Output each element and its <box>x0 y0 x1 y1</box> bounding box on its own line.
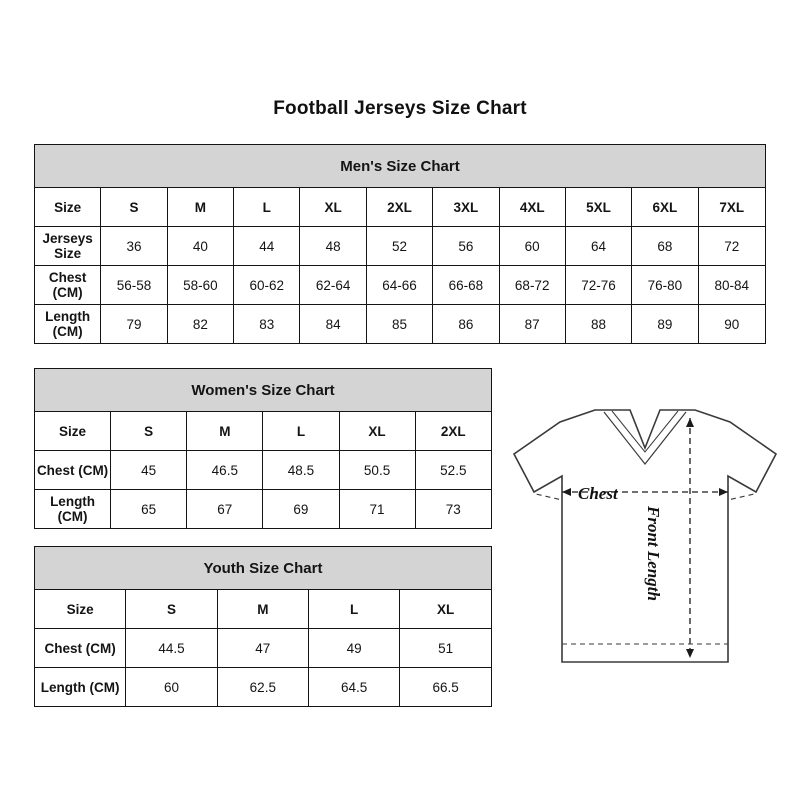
column-header-size: Size <box>35 188 101 227</box>
page-title: Football Jerseys Size Chart <box>273 98 527 119</box>
table-cell: 44 <box>234 227 300 266</box>
row-label: Jerseys Size <box>35 227 101 266</box>
table-cell: 85 <box>366 305 432 344</box>
table-cell: 90 <box>698 305 765 344</box>
table-cell: 68-72 <box>499 266 565 305</box>
column-header: L <box>308 590 399 629</box>
table-cell: 45 <box>111 451 187 490</box>
mens-size-table <box>34 144 766 344</box>
chest-label: Chest <box>578 484 618 503</box>
table-cell: 40 <box>167 227 233 266</box>
table-cell: 58-60 <box>167 266 233 305</box>
womens-size-table <box>34 368 492 529</box>
table-cell: 49 <box>308 629 399 668</box>
table-cell: 87 <box>499 305 565 344</box>
table-cell: 62-64 <box>300 266 366 305</box>
column-header: L <box>234 188 300 227</box>
table-cell: 44.5 <box>126 629 217 668</box>
column-header: XL <box>400 590 492 629</box>
column-header: 5XL <box>565 188 631 227</box>
table-cell: 60-62 <box>234 266 300 305</box>
table-row <box>35 590 492 629</box>
row-label: Chest (CM) <box>35 451 111 490</box>
column-header: XL <box>339 412 415 451</box>
table-header-row <box>35 547 492 590</box>
table-cell: 65 <box>111 490 187 529</box>
table-header-row <box>35 145 766 188</box>
table-cell: 82 <box>167 305 233 344</box>
table-cell: 50.5 <box>339 451 415 490</box>
table-cell: 64 <box>565 227 631 266</box>
column-header: 2XL <box>366 188 432 227</box>
table-cell: 48 <box>300 227 366 266</box>
table-cell: 86 <box>433 305 499 344</box>
table-cell: 64.5 <box>308 668 399 707</box>
table-cell: 56 <box>433 227 499 266</box>
table-cell: 66-68 <box>433 266 499 305</box>
table-cell: 52 <box>366 227 432 266</box>
front-length-label: Front Length <box>644 506 663 601</box>
table-cell: 56-58 <box>101 266 167 305</box>
column-header: 2XL <box>415 412 491 451</box>
table-row <box>35 668 492 707</box>
column-header: S <box>101 188 167 227</box>
table-cell: 72-76 <box>565 266 631 305</box>
youth-table-header: Youth Size Chart <box>35 547 492 590</box>
column-header: S <box>126 590 217 629</box>
collar-inner-line <box>604 412 686 464</box>
table-row <box>35 412 492 451</box>
table-cell: 68 <box>632 227 698 266</box>
table-cell: 51 <box>400 629 492 668</box>
row-label: Chest (CM) <box>35 266 101 305</box>
table-cell: 67 <box>187 490 263 529</box>
table-row <box>35 629 492 668</box>
table-row <box>35 305 766 344</box>
table-cell: 52.5 <box>415 451 491 490</box>
table-row <box>35 266 766 305</box>
column-header: 3XL <box>433 188 499 227</box>
table-cell: 47 <box>217 629 308 668</box>
front-length-arrow-top <box>686 418 694 427</box>
column-header: M <box>217 590 308 629</box>
column-header-size: Size <box>35 590 126 629</box>
mens-table-header: Men's Size Chart <box>35 145 766 188</box>
table-cell: 76-80 <box>632 266 698 305</box>
table-cell: 60 <box>499 227 565 266</box>
column-header: 4XL <box>499 188 565 227</box>
column-header: XL <box>300 188 366 227</box>
table-cell: 48.5 <box>263 451 339 490</box>
column-header: M <box>167 188 233 227</box>
table-cell: 62.5 <box>217 668 308 707</box>
table-cell: 83 <box>234 305 300 344</box>
table-cell: 88 <box>565 305 631 344</box>
column-header: L <box>263 412 339 451</box>
table-cell: 69 <box>263 490 339 529</box>
column-header-size: Size <box>35 412 111 451</box>
table-cell: 79 <box>101 305 167 344</box>
table-cell: 36 <box>101 227 167 266</box>
youth-size-table <box>34 546 492 707</box>
table-cell: 46.5 <box>187 451 263 490</box>
row-label: Chest (CM) <box>35 629 126 668</box>
table-cell: 71 <box>339 490 415 529</box>
table-row <box>35 451 492 490</box>
front-length-arrow-bottom <box>686 649 694 658</box>
table-row <box>35 490 492 529</box>
chest-arrow-right <box>719 488 728 496</box>
table-cell: 64-66 <box>366 266 432 305</box>
table-cell: 89 <box>632 305 698 344</box>
table-cell: 73 <box>415 490 491 529</box>
table-cell: 84 <box>300 305 366 344</box>
row-label: Length (CM) <box>35 668 126 707</box>
table-cell: 66.5 <box>400 668 492 707</box>
column-header: M <box>187 412 263 451</box>
table-cell: 80-84 <box>698 266 765 305</box>
column-header: S <box>111 412 187 451</box>
chest-arrow-left <box>562 488 571 496</box>
tshirt-measurement-diagram <box>500 396 790 686</box>
table-header-row <box>35 369 492 412</box>
column-header: 6XL <box>632 188 698 227</box>
column-header: 7XL <box>698 188 765 227</box>
table-cell: 72 <box>698 227 765 266</box>
table-cell: 60 <box>126 668 217 707</box>
womens-table-header: Women's Size Chart <box>35 369 492 412</box>
table-row <box>35 188 766 227</box>
row-label: Length (CM) <box>35 305 101 344</box>
row-label: Length (CM) <box>35 490 111 529</box>
table-row <box>35 227 766 266</box>
